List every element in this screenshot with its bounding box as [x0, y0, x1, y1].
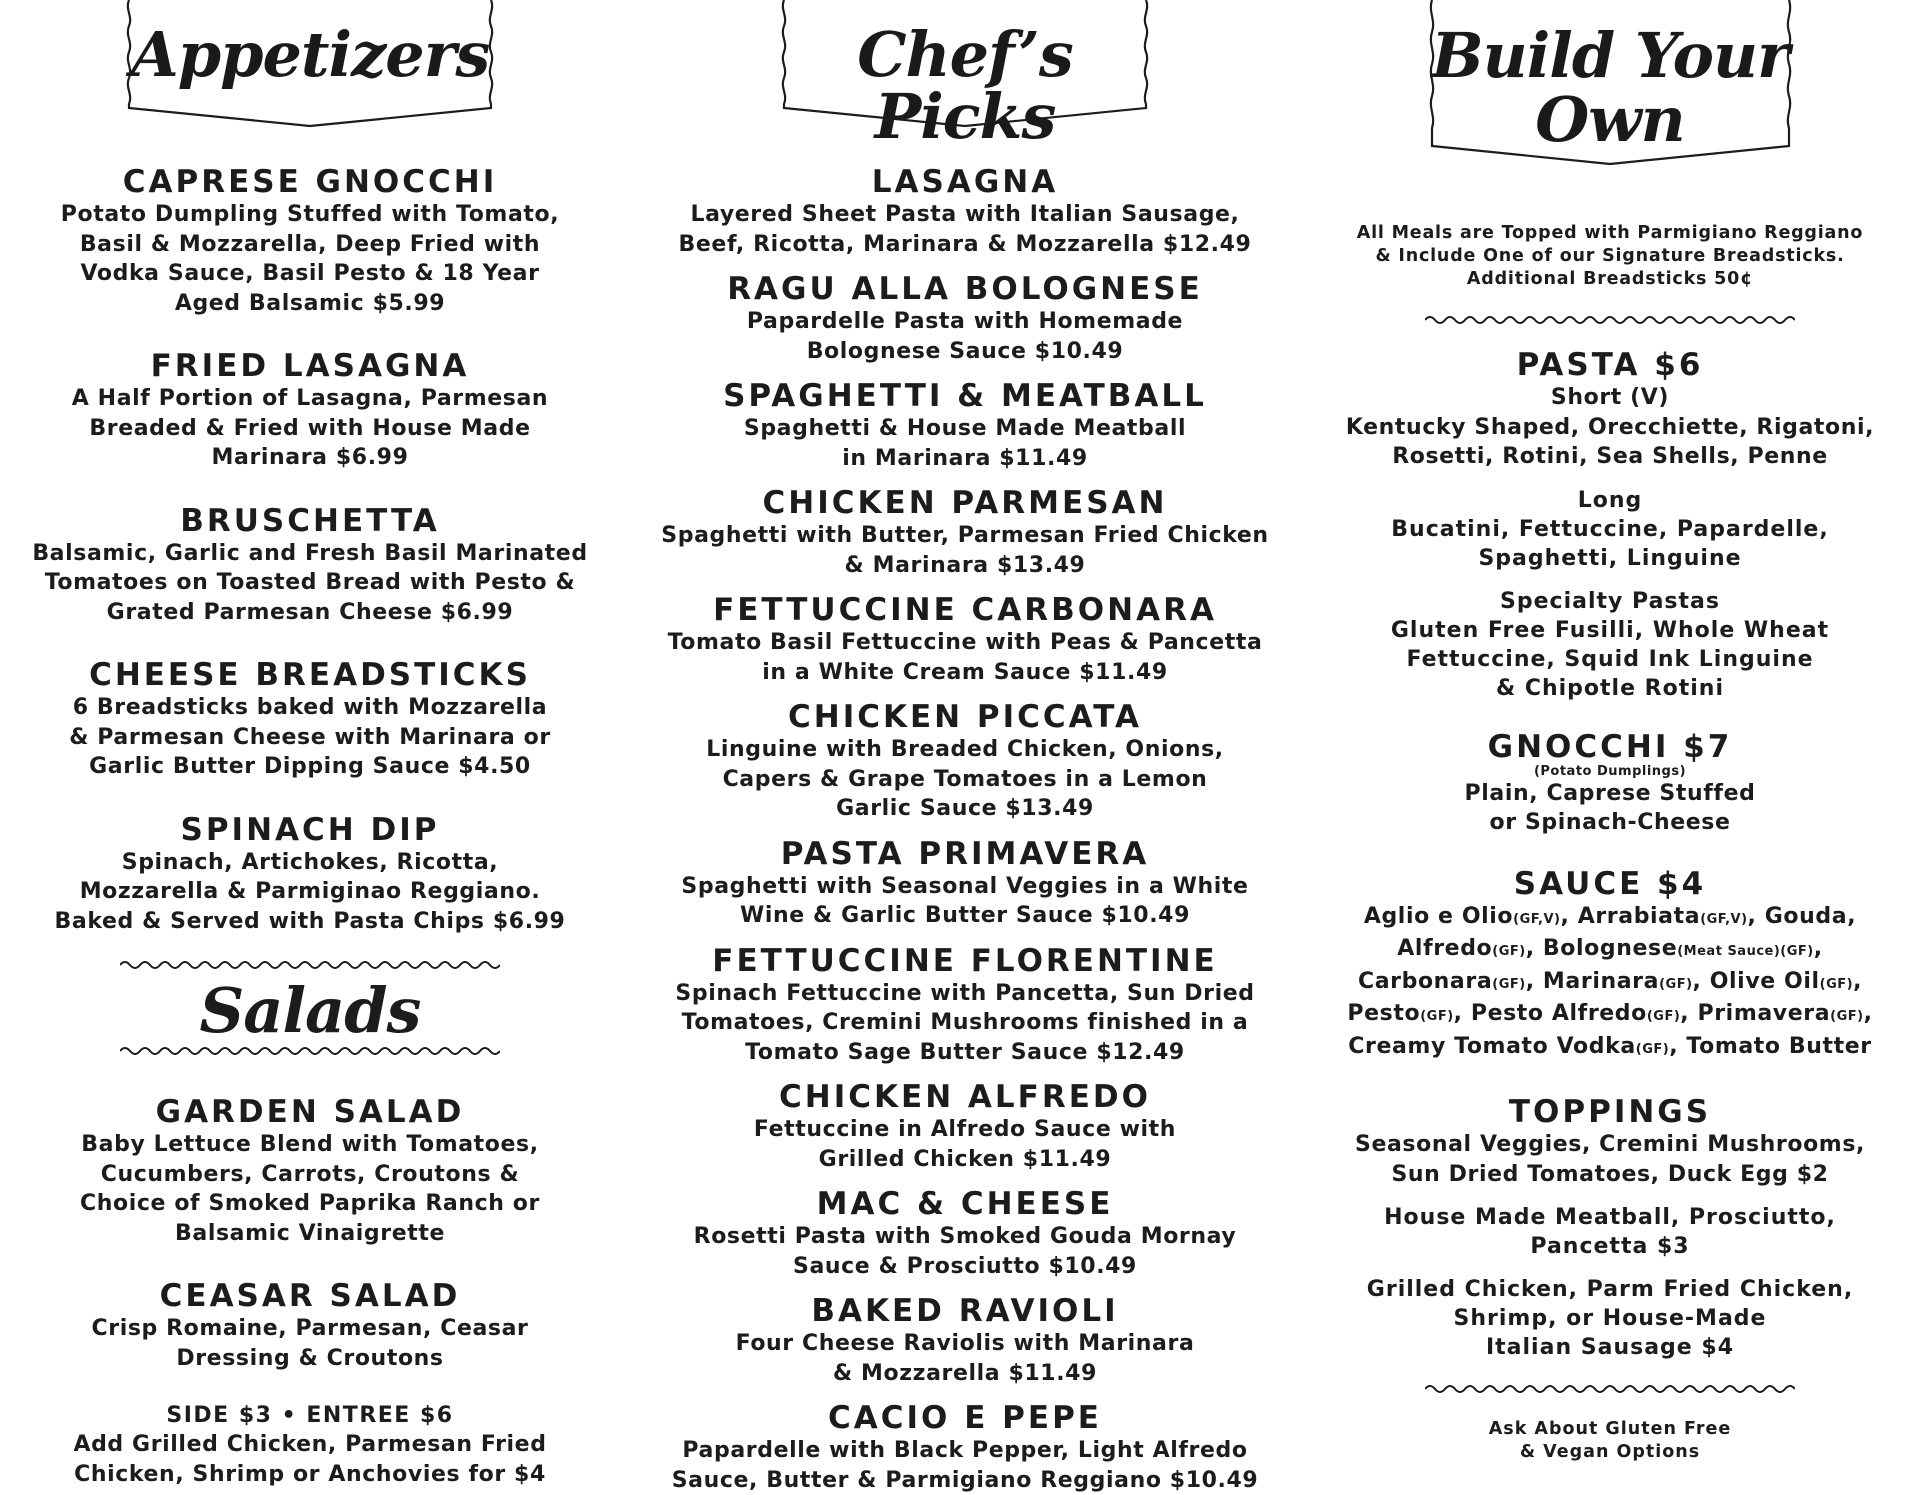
item-description: [660, 872, 1270, 931]
desc-line: Balsamic Vinaigrette: [30, 1219, 590, 1249]
sauce-line: [1320, 934, 1900, 967]
dietary-note: [1320, 1418, 1900, 1464]
item-name: PASTA $6: [1320, 347, 1900, 383]
sauce-list: [1320, 902, 1900, 1065]
pasta-group: [1320, 383, 1900, 472]
item-description: [30, 200, 590, 318]
group-line: & Chipotle Rotini: [1320, 674, 1900, 703]
desc-line: Plain, Caprese Stuffed: [1320, 779, 1900, 809]
desc-line: or Spinach-Cheese: [1320, 808, 1900, 838]
salads-title: Salads: [30, 980, 590, 1042]
desc-line: Dressing & Croutons: [30, 1344, 590, 1374]
desc-line: Sauce & Prosciutto $10.49: [660, 1252, 1270, 1282]
item-description: [660, 1222, 1270, 1281]
item-name: SAUCE $4: [1320, 866, 1900, 902]
menu-item: [660, 592, 1270, 687]
desc-line: Vodka Sauce, Basil Pesto & 18 Year: [30, 259, 590, 289]
item-description: [30, 1314, 590, 1373]
group-line: Rosetti, Rotini, Sea Shells, Penne: [1320, 442, 1900, 472]
desc-line: Potato Dumpling Stuffed with Tomato,: [30, 200, 590, 230]
build-your-own-column: [1320, 0, 1900, 1464]
desc-line: Tomatoes, Cremini Mushrooms finished in a: [660, 1008, 1270, 1038]
sauce-text: ,: [1864, 1001, 1873, 1026]
item-name: RAGU ALLA BOLOGNESE: [660, 271, 1270, 307]
item-name: CACIO E PEPE: [660, 1400, 1270, 1436]
item-description: [660, 735, 1270, 824]
sauce-text: , Olive Oil: [1693, 969, 1820, 994]
item-description: [660, 979, 1270, 1068]
item-name: FETTUCCINE FLORENTINE: [660, 943, 1270, 979]
desc-line: & Marinara $13.49: [660, 551, 1270, 581]
build-title-line: Own: [1428, 88, 1793, 152]
desc-line: & Mozzarella $11.49: [660, 1359, 1270, 1389]
menu-item: [660, 164, 1270, 259]
item-description: [660, 1329, 1270, 1388]
desc-line: Capers & Grape Tomatoes in a Lemon: [660, 765, 1270, 795]
desc-line: Sauce, Butter & Parmigiano Reggiano $10.49: [660, 1466, 1270, 1495]
desc-line: Spaghetti with Butter, Parmesan Fried Chicken: [660, 521, 1270, 551]
desc-line: Baked & Served with Pasta Chips $6.99: [30, 907, 590, 937]
diet-tag: (GF): [1492, 977, 1525, 992]
desc-line: Crisp Romaine, Parmesan, Ceasar: [30, 1314, 590, 1344]
pasta-group: [1320, 587, 1900, 703]
item-name: BRUSCHETTA: [30, 503, 590, 539]
item-name: PASTA PRIMAVERA: [660, 836, 1270, 872]
diet-tag: (GF): [1659, 977, 1692, 992]
desc-line: Cucumbers, Carrots, Croutons &: [30, 1160, 590, 1190]
item-description: [660, 1436, 1270, 1495]
sauce-section: [1320, 866, 1900, 1065]
sauce-text: ,: [1814, 936, 1823, 961]
appetizers-title: Appetizers: [125, 24, 495, 86]
diet-tag: (GF): [1636, 1042, 1669, 1057]
build-title-line: Build Your: [1428, 24, 1793, 88]
desc-line: Rosetti Pasta with Smoked Gouda Mornay: [660, 1222, 1270, 1252]
group-label: Specialty Pastas: [1320, 587, 1900, 616]
desc-line: Spaghetti with Seasonal Veggies in a White: [660, 872, 1270, 902]
sauce-line: [1320, 967, 1900, 1000]
desc-line: A Half Portion of Lasagna, Parmesan: [30, 384, 590, 414]
appetizers-column: [30, 0, 590, 1489]
item-name: CHICKEN PARMESAN: [660, 485, 1270, 521]
group-line: Spaghetti, Linguine: [1320, 544, 1900, 573]
chefs-picks-banner: [780, 0, 1150, 128]
diet-tag: (GF): [1830, 1009, 1863, 1024]
item-description: [660, 307, 1270, 366]
salad-add-line: Add Grilled Chicken, Parmesan Fried: [30, 1430, 590, 1460]
sauce-text: Carbonara: [1358, 969, 1492, 994]
item-description: [30, 693, 590, 782]
desc-line: Tomatoes on Toasted Bread with Pesto &: [30, 568, 590, 598]
item-name: CHICKEN PICCATA: [660, 699, 1270, 735]
sauce-text: , Tomato Butter: [1669, 1034, 1872, 1059]
desc-line: in a White Cream Sauce $11.49: [660, 658, 1270, 688]
menu-item: [30, 1278, 590, 1373]
intro-line: Additional Breadsticks 50¢: [1320, 268, 1900, 291]
menu-item: [30, 657, 590, 782]
item-description: [660, 200, 1270, 259]
desc-line: Garlic Butter Dipping Sauce $4.50: [30, 752, 590, 782]
intro-line: All Meals are Topped with Parmigiano Reggiano: [1320, 222, 1900, 245]
diet-tag: (GF): [1820, 977, 1853, 992]
desc-line: Grilled Chicken $11.49: [660, 1145, 1270, 1175]
desc-line: Baby Lettuce Blend with Tomatoes,: [30, 1130, 590, 1160]
item-name: LASAGNA: [660, 164, 1270, 200]
desc-line: Spinach Fettuccine with Pancetta, Sun Dried: [660, 979, 1270, 1009]
menu-item: [660, 378, 1270, 473]
item-name: CHICKEN ALFREDO: [660, 1079, 1270, 1115]
toppings-line: House Made Meatball, Prosciutto,: [1320, 1203, 1900, 1232]
salads-list: [30, 1094, 590, 1373]
appetizers-list: [30, 164, 590, 936]
item-description: [30, 384, 590, 473]
item-name: FRIED LASAGNA: [30, 348, 590, 384]
group-line: Fettuccine, Squid Ink Linguine: [1320, 645, 1900, 674]
desc-line: Linguine with Breaded Chicken, Onions,: [660, 735, 1270, 765]
diet-tag: (GF,V): [1700, 912, 1747, 927]
menu-item: [30, 812, 590, 937]
item-name: CHEESE BREADSTICKS: [30, 657, 590, 693]
item-description: [30, 539, 590, 628]
toppings-group: [1320, 1275, 1900, 1362]
sauce-text: ,: [1853, 969, 1862, 994]
salad-add-line: Chicken, Shrimp or Anchovies for $4: [30, 1460, 590, 1490]
toppings-line: Sun Dried Tomatoes, Duck Egg $2: [1320, 1160, 1900, 1190]
item-name: BAKED RAVIOLI: [660, 1293, 1270, 1329]
item-name: CEASAR SALAD: [30, 1278, 590, 1314]
item-name: SPAGHETTI & MEATBALL: [660, 378, 1270, 414]
menu-item: [660, 1400, 1270, 1495]
item-description: [660, 414, 1270, 473]
build-banner: [1428, 0, 1793, 166]
desc-line: Wine & Garlic Butter Sauce $10.49: [660, 901, 1270, 931]
desc-line: Papardelle with Black Pepper, Light Alfredo: [660, 1436, 1270, 1466]
item-name: SPINACH DIP: [30, 812, 590, 848]
item-name: MAC & CHEESE: [660, 1186, 1270, 1222]
item-description: [660, 1115, 1270, 1174]
sauce-text: , Gouda,: [1748, 904, 1857, 929]
desc-line: Mozzarella & Parmiginao Reggiano.: [30, 877, 590, 907]
toppings-group: [1320, 1203, 1900, 1261]
pasta-section: [1320, 347, 1900, 703]
salad-addons: [30, 1401, 590, 1489]
appetizers-banner: [125, 0, 495, 128]
toppings-group: [1320, 1130, 1900, 1189]
desc-line: Marinara $6.99: [30, 443, 590, 473]
menu-item: [30, 503, 590, 628]
sauce-text: Creamy Tomato Vodka: [1348, 1034, 1636, 1059]
gnocchi-note: (Potato Dumplings): [1320, 765, 1900, 779]
group-line: Gluten Free Fusilli, Whole Wheat: [1320, 616, 1900, 645]
sauce-line: [1320, 1032, 1900, 1065]
item-name: FETTUCCINE CARBONARA: [660, 592, 1270, 628]
menu-item: [660, 1079, 1270, 1174]
desc-line: Tomato Sage Butter Sauce $12.49: [660, 1038, 1270, 1068]
wavy-divider-icon: [120, 958, 500, 972]
desc-line: Bolognese Sauce $10.49: [660, 337, 1270, 367]
menu-item: [660, 1186, 1270, 1281]
desc-line: Balsamic, Garlic and Fresh Basil Marinated: [30, 539, 590, 569]
toppings-line: Seasonal Veggies, Cremini Mushrooms,: [1320, 1130, 1900, 1160]
ask-line: Ask About Gluten Free: [1320, 1418, 1900, 1441]
sauce-text: , Arrabiata: [1561, 904, 1701, 929]
desc-line: 6 Breadsticks baked with Mozzarella: [30, 693, 590, 723]
build-intro: [1320, 222, 1900, 291]
item-description: [660, 628, 1270, 687]
item-name: GNOCCHI $7: [1320, 729, 1900, 765]
chefs-picks-column: [660, 0, 1270, 1495]
menu-item: [30, 1094, 590, 1248]
desc-line: Layered Sheet Pasta with Italian Sausage,: [660, 200, 1270, 230]
menu-item: [660, 836, 1270, 931]
wavy-divider-icon: [1425, 313, 1795, 327]
toppings-line: Pancetta $3: [1320, 1232, 1900, 1261]
menu-item: [30, 164, 590, 318]
build-title: [1428, 24, 1793, 152]
menu-item: [660, 943, 1270, 1068]
desc-line: Fettuccine in Alfredo Sauce with: [660, 1115, 1270, 1145]
chefs-picks-list: [660, 164, 1270, 1495]
sauce-line: [1320, 902, 1900, 935]
desc-line: in Marinara $11.49: [660, 444, 1270, 474]
diet-tag: (GF): [1647, 1009, 1680, 1024]
pasta-group: [1320, 486, 1900, 573]
sauce-text: , Pesto Alfredo: [1454, 1001, 1647, 1026]
item-name: TOPPINGS: [1320, 1094, 1900, 1130]
desc-line: Four Cheese Raviolis with Marinara: [660, 1329, 1270, 1359]
toppings-line: Shrimp, or House-Made: [1320, 1304, 1900, 1333]
desc-line: Papardelle Pasta with Homemade: [660, 307, 1270, 337]
gnocchi-section: [1320, 729, 1900, 838]
desc-line: Aged Balsamic $5.99: [30, 289, 590, 319]
group-label: Short (V): [1320, 383, 1900, 413]
desc-line: & Parmesan Cheese with Marinara or: [30, 723, 590, 753]
wavy-divider-icon: [1425, 1382, 1795, 1396]
menu-item: [660, 699, 1270, 824]
diet-tag: (GF,V): [1513, 912, 1560, 927]
toppings-section: [1320, 1094, 1900, 1362]
menu-item: [660, 485, 1270, 580]
menu-item: [30, 348, 590, 473]
desc-line: Garlic Sauce $13.49: [660, 794, 1270, 824]
toppings-line: Italian Sausage $4: [1320, 1333, 1900, 1362]
desc-line: Beef, Ricotta, Marinara & Mozzarella $12.49: [660, 230, 1270, 260]
desc-line: Choice of Smoked Paprika Ranch or: [30, 1189, 590, 1219]
desc-line: Spaghetti & House Made Meatball: [660, 414, 1270, 444]
desc-line: Breaded & Fried with House Made: [30, 414, 590, 444]
item-description: [30, 1130, 590, 1248]
item-name: GARDEN SALAD: [30, 1094, 590, 1130]
sauce-line: [1320, 999, 1900, 1032]
side-entree-prices: SIDE $3 • ENTREE $6: [30, 1401, 590, 1430]
item-description: [660, 521, 1270, 580]
group-line: Kentucky Shaped, Orecchiette, Rigatoni,: [1320, 413, 1900, 443]
toppings-line: Grilled Chicken, Parm Fried Chicken,: [1320, 1275, 1900, 1304]
item-description: [30, 848, 590, 937]
desc-line: Spinach, Artichokes, Ricotta,: [30, 848, 590, 878]
chefs-picks-title: Chef’s Picks: [780, 24, 1150, 148]
diet-tag: (GF): [1492, 944, 1525, 959]
diet-tag: (GF): [1420, 1009, 1453, 1024]
sauce-text: , Primavera: [1680, 1001, 1830, 1026]
menu-item: [660, 1293, 1270, 1388]
desc-line: Basil & Mozzarella, Deep Fried with: [30, 230, 590, 260]
desc-line: Grated Parmesan Cheese $6.99: [30, 598, 590, 628]
diet-tag: (Meat Sauce)(GF): [1677, 944, 1814, 959]
sauce-text: Aglio e Olio: [1364, 904, 1513, 929]
group-line: Bucatini, Fettuccine, Papardelle,: [1320, 515, 1900, 544]
group-label: Long: [1320, 486, 1900, 515]
ask-line: & Vegan Options: [1320, 1441, 1900, 1464]
item-desc: [1320, 779, 1900, 838]
sauce-text: Alfredo: [1397, 936, 1492, 961]
sauce-text: , Marinara: [1526, 969, 1659, 994]
sauce-text: Pesto: [1347, 1001, 1420, 1026]
sauce-text: , Bolognese: [1526, 936, 1678, 961]
intro-line: & Include One of our Signature Breadsticks.: [1320, 245, 1900, 268]
desc-line: Tomato Basil Fettuccine with Peas & Pancetta: [660, 628, 1270, 658]
item-name: CAPRESE GNOCCHI: [30, 164, 590, 200]
menu-item: [660, 271, 1270, 366]
